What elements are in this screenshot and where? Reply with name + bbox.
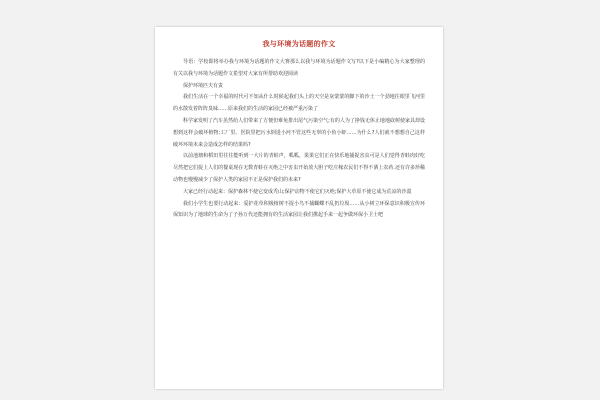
body-paragraph: 科学家发明了汽车虽然给人们带来了方便但难免排出尾气污染空气;有的人为了挣钱无休止地地砍树使家具却设想到这样会破坏植物;工厂里、医院里把污水倒进小河不管这些无辜的小鱼小虾……为什么?人们就不想想自己这样破坏环境未来会造成怎样的结果吗?: [173, 117, 425, 148]
section-heading: 保护环境匹夫有责: [183, 82, 224, 89]
body-paragraph: 以前池塘和稻田里往往能听到一大片的青蛙声，呱呱，果果它们正在快乐地捕捉害虫可是人们觉得青蛙肉好吃尽然把它们捉上人们的餐桌现在无数青蛙在灭绝之中害虫开始放大胆子吃庄稼农民们不得不洒上农药.还有许多珍稀动物也慢慢减少了保护人类的家园不正是保护我们的未来?: [173, 153, 425, 183]
document-page: [155, 27, 443, 389]
body-paragraph: 我们小学生也要行动起来：爱护花草积极植树不捉小鸟不捕蝴蝶不乱扔垃圾……从小树立环保意识积极宣传环保知识为了地球的生命为了子孙万代还能拥有的生活家园让我们携起手来一起争做环保小卫士吧: [173, 200, 425, 219]
body-paragraph: 大家已经行动起来：保护森林不使它变成秃山;保护动物不使它们灭绝;保护大草原不使它成为荒凉的沙漠: [183, 188, 412, 195]
document-title: 我与环境为话题的作文: [262, 39, 336, 48]
body-paragraph: 我们生活在一个幸福的时代可不知从什么时候起我们头上的天空是灰蒙蒙的脚下的沙土一个劲地往眼里飞河里的水散发着阵阵臭味……原来我们的生活的家园已经被严重污染了: [173, 94, 425, 113]
document-body: [173, 57, 425, 222]
intro-paragraph: 导语：学校即将举办我与环境为话题的作文大赛那么以我与环境为话题作文写?以下是小编精心为大家整理的有关以我与环境为话题作文希望对大家有所帮助欢迎阅读: [173, 59, 425, 77]
